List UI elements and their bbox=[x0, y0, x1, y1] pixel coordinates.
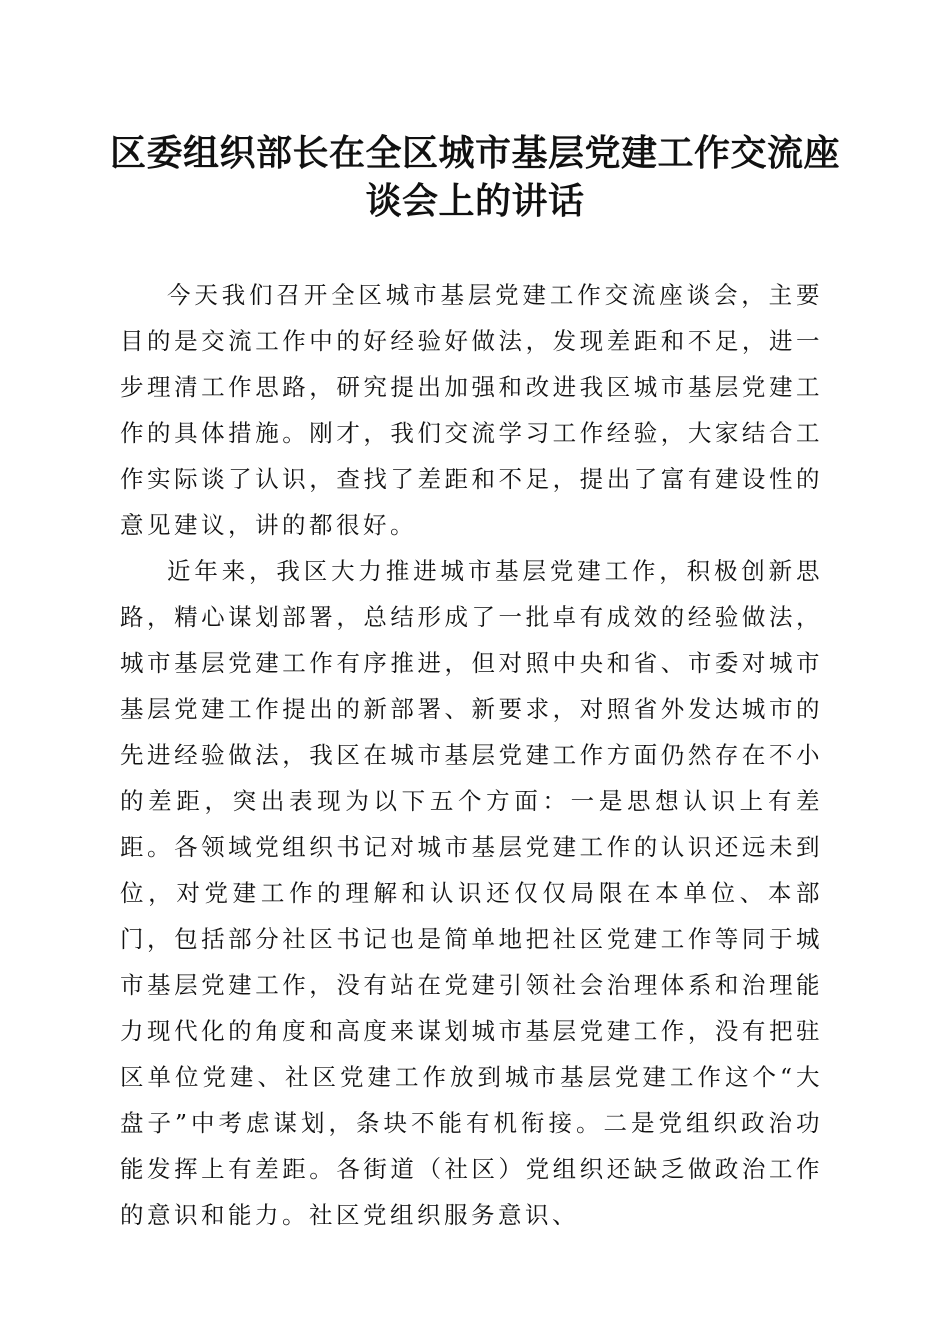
paragraph-2: 近年来，我区大力推进城市基层党建工作，积极创新思路，精心谋划部署，总结形成了一批卓有成效的经验做法，城市基层党建工作有序推进，但对照中央和省、市委对城市基层党建工作提出的新部署、新要求，对照省外发达城市的先进经验做法，我区在城市基层党建工作方面仍然存在不小的差距，突出表现为以下五个方面：一是思想认识上有差距。各领域党组织书记对城市基层党建工作的认识还远未到位，对党建工作的理解和认识还仅仅局限在本单位、本部门，包括部分社区书记也是简单地把社区党建工作等同于城市基层党建工作，没有站在党建引领社会治理体系和治理能力现代化的角度和高度来谋划城市基层党建工作，没有把驻区单位党建、社区党建工作放到城市基层党建工作这个“大盘子”中考虑谋划，条块不能有机衔接。二是党组织政治功能发挥上有差距。各街道（社区）党组织还缺乏做政治工作的意识和能力。社区党组织服务意识、 bbox=[120, 557, 823, 1229]
title-line-2: 谈会上的讲话 bbox=[365, 181, 585, 222]
title-line-1: 区委组织部长在全区城市基层党建工作交流座 bbox=[109, 133, 840, 174]
document-title bbox=[100, 130, 850, 226]
paragraph-1: 今天我们召开全区城市基层党建工作交流座谈会，主要目的是交流工作中的好经验好做法，发现差距和不足，进一步理清工作思路，研究提出加强和改进我区城市基层党建工作的具体措施。刚才，我们交流学习工作经验，大家结合工作实际谈了认识，查找了差距和不足，提出了富有建设性的意见建议，讲的都很好。 bbox=[120, 281, 823, 539]
document-body bbox=[120, 272, 823, 1238]
